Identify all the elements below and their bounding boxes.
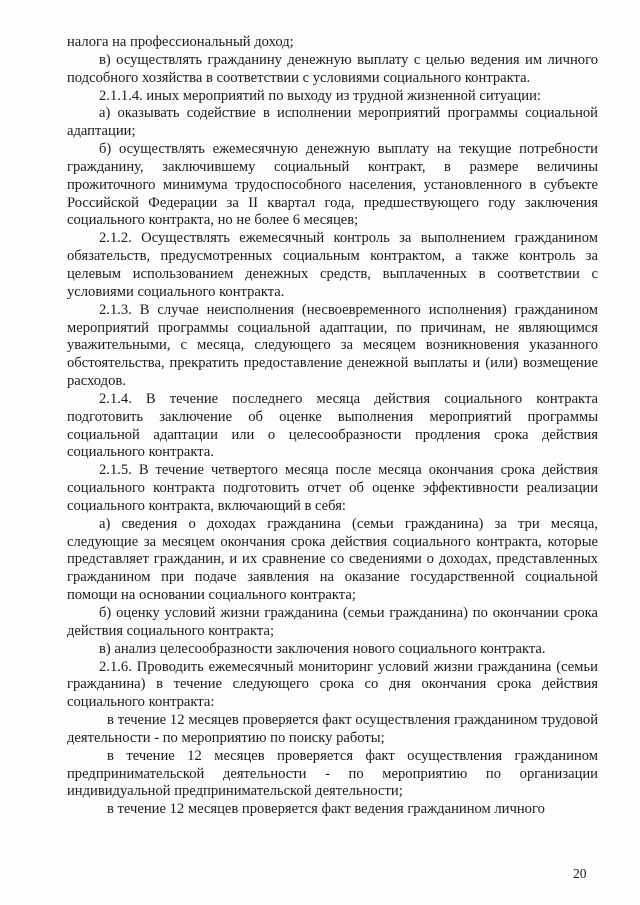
paragraph: 2.1.3. В случае неисполнения (несвоевременного исполнения) гражданином мероприятий программы социальной адаптации, по причинам, не являющимся уважительными, с месяца, следующего за месяцем возникновения указанного обстоятельства, прекратить предоставление денежной выплаты и (или) возмещение расходов. <box>67 301 598 390</box>
paragraph: а) сведения о доходах гражданина (семьи гражданина) за три месяца, следующие за месяцем окончания срока действия социального контракта, которые представляет гражданин, и их сравнение со сведениями о доходах, представленных гражданином при подаче заявления на оказание государственной социальной помощи на основании социального контракта; <box>67 515 598 604</box>
paragraph: 2.1.2. Осуществлять ежемесячный контроль за выполнением гражданином обязательств, предусмотренных социальным контрактом, а также контроль за целевым использованием денежных средств, выплаченных в соответствии с условиями социального контракта. <box>67 230 598 300</box>
paragraph: 2.1.6. Проводить ежемесячный мониторинг условий жизни гражданина (семьи гражданина) в течение следующего срока со дня окончания срока действия социального контракта: <box>67 658 598 711</box>
paragraph: в) осуществлять гражданину денежную выплату с целью ведения им личного подсобного хозяйства в соответствии с условиями социального контракта. <box>67 51 598 86</box>
paragraph: в течение 12 месяцев проверяется факт осуществления гражданином предпринимательской деятельности - по мероприятию по организации индивидуальной предпринимательской деятельности; <box>67 747 598 800</box>
paragraph: а) оказывать содействие в исполнении мероприятий программы социальной адаптации; <box>67 105 598 140</box>
document-body <box>67 34 598 819</box>
paragraph-continuation: налога на профессиональный доход; <box>67 34 294 50</box>
paragraph: б) осуществлять ежемесячную денежную выплату на текущие потребности гражданину, заключившему социальный контракт, в размере величины прожиточного минимума трудоспособного населения, установленного в субъекте Российской Федерации за II квартал года, предшествующего году заключения социального контракта, но не более 6 месяцев; <box>67 141 598 229</box>
paragraph: 2.1.1.4. иных мероприятий по выходу из трудной жизненной ситуации: <box>99 87 541 104</box>
paragraph: в течение 12 месяцев проверяется факт осуществления гражданином трудовой деятельности - по мероприятию по поиску работы; <box>67 712 598 746</box>
page-number: 20 <box>573 866 587 881</box>
paragraph: б) оценку условий жизни гражданина (семьи гражданина) по окончании срока действия социального контракта; <box>67 605 598 639</box>
paragraph: в) анализ целесообразности заключения нового социального контракта. <box>99 640 546 657</box>
paragraph: 2.1.5. В течение четвертого месяца после месяца окончания срока действия социального контракта подготовить отчет об оценке эффективности реализации социального контракта, включающий в себя: <box>67 462 598 514</box>
paragraph: 2.1.4. В течение последнего месяца действия социального контракта подготовить заключение об оценке выполнения мероприятий программы социальной адаптации или о целесообразности продления срока действия социального контракта. <box>67 390 598 461</box>
paragraph: в течение 12 месяцев проверяется факт ведения гражданином личного <box>107 801 545 818</box>
